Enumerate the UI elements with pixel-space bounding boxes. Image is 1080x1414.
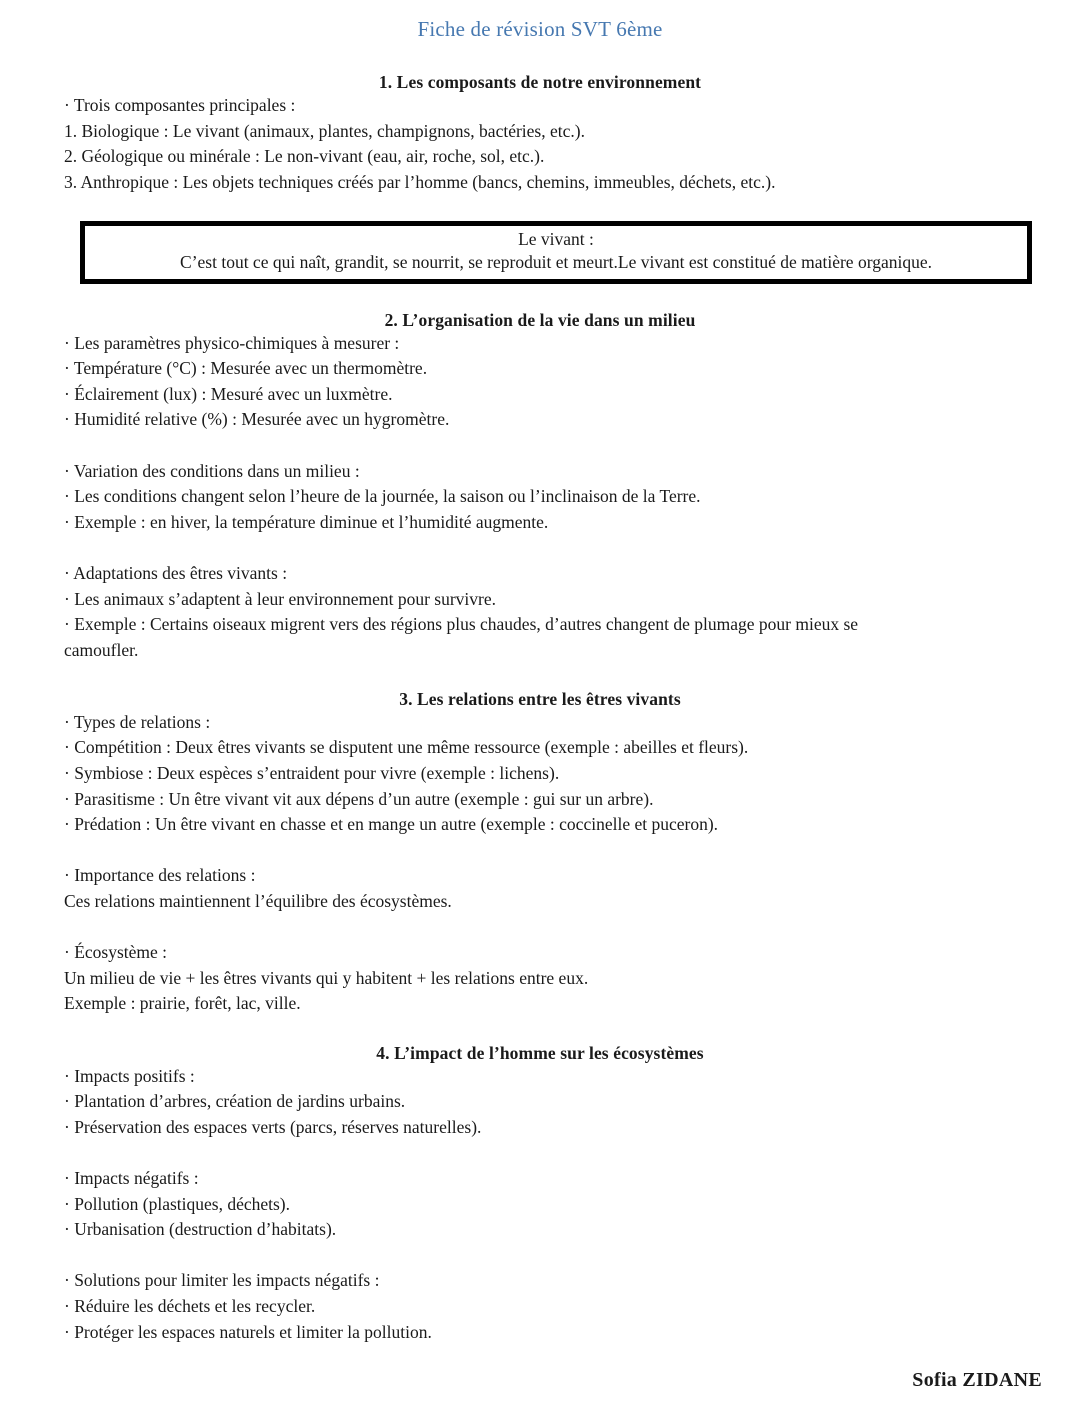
text-line: · Prédation : Un être vivant en chasse et en mange un autre (exemple : coccinelle et puceron).	[64, 814, 719, 835]
author-signature: Sofia ZIDANE	[912, 1369, 1042, 1391]
text-line: · Trois composantes principales :	[64, 95, 296, 115]
definition-box-title: Le vivant :	[518, 228, 594, 249]
spacer	[0, 1017, 1080, 1043]
page-title: Fiche de révision SVT 6ème	[417, 17, 663, 41]
text-line: · Pollution (plastiques, déchets).	[64, 1193, 291, 1214]
section-heading-1: 1. Les composants de notre environnement	[378, 72, 702, 92]
text-line: · Impacts négatifs :	[64, 1167, 199, 1188]
text-line-continuation: camoufler.	[64, 639, 139, 660]
text-line: · Les paramètres physico-chimiques à mesurer :	[64, 332, 400, 353]
text-line: · Plantation d’arbres, création de jardins urbains.	[64, 1091, 406, 1112]
text-line: · Importance des relations :	[64, 865, 256, 886]
text-line: · Protéger les espaces naturels et limiter la pollution.	[64, 1321, 432, 1342]
text-line: Un milieu de vie + les êtres vivants qui y habitent + les relations entre eux.	[64, 967, 589, 988]
text-line: · Solutions pour limiter les impacts négatifs :	[64, 1270, 380, 1291]
document-page	[0, 17, 1080, 1414]
text-line: 2. Géologique ou minérale : Le non-vivant (eau, air, roche, sol, etc.).	[64, 146, 545, 167]
text-line: Ces relations maintiennent l’équilibre des écosystèmes.	[64, 891, 452, 912]
spacer	[0, 195, 1080, 221]
text-line: · Réduire les déchets et les recycler.	[64, 1295, 316, 1316]
spacer	[0, 42, 1080, 72]
text-line: · Adaptations des êtres vivants :	[64, 562, 288, 583]
text-line: Exemple : prairie, forêt, lac, ville.	[64, 993, 301, 1014]
spacer	[0, 284, 1080, 310]
text-line: · Exemple : Certains oiseaux migrent vers des régions plus chaudes, d’autres changent de plumage pour mieux se	[64, 614, 859, 635]
text-line: · Symbiose : Deux espèces s’entraident pour vivre (exemple : lichens).	[64, 763, 560, 784]
section-heading-3: 3. Les relations entre les êtres vivants	[399, 688, 681, 709]
spacer	[0, 433, 1080, 459]
text-line: · Écosystème :	[64, 942, 168, 963]
text-line: 1. Biologique : Le vivant (animaux, plantes, champignons, bactéries, etc.).	[64, 120, 585, 141]
text-line: · Les conditions changent selon l’heure de la journée, la saison ou l’inclinaison de la Terre.	[64, 486, 701, 507]
text-line: · Variation des conditions dans un milieu :	[64, 460, 360, 481]
section-heading-2: 2. L’organisation de la vie dans un milieu	[384, 309, 696, 330]
spacer	[0, 1140, 1080, 1166]
spacer	[0, 535, 1080, 561]
text-line: 3. Anthropique : Les objets techniques créés par l’homme (bancs, chemins, immeubles, déchets, etc.).	[64, 171, 776, 192]
text-line: · Les animaux s’adaptent à leur environnement pour survivre.	[64, 588, 497, 609]
section-heading-4: 4. L’impact de l’homme sur les écosystèmes	[376, 1042, 704, 1063]
text-line: · Éclairement (lux) : Mesuré avec un luxmètre.	[64, 383, 393, 404]
spacer	[0, 838, 1080, 864]
definition-box	[80, 221, 1032, 284]
text-line: · Préservation des espaces verts (parcs, réserves naturelles).	[64, 1116, 482, 1137]
text-line: · Compétition : Deux êtres vivants se disputent une même ressource (exemple : abeilles et fleurs).	[64, 737, 749, 758]
spacer	[0, 663, 1080, 689]
spacer	[0, 915, 1080, 941]
definition-box-body: C’est tout ce qui naît, grandit, se nourrit, se reproduit et meurt.Le vivant est constitué de matière organique.	[180, 251, 932, 272]
text-line: · Types de relations :	[64, 711, 211, 732]
spacer	[0, 1243, 1080, 1269]
text-line: · Humidité relative (%) : Mesurée avec un hygromètre.	[64, 409, 450, 430]
text-line: · Température (°C) : Mesurée avec un thermomètre.	[64, 358, 428, 379]
text-line: · Urbanisation (destruction d’habitats).	[64, 1219, 337, 1240]
text-line: · Exemple : en hiver, la température diminue et l’humidité augmente.	[64, 511, 549, 532]
text-line: · Impacts positifs :	[64, 1065, 195, 1086]
text-line: · Parasitisme : Un être vivant vit aux dépens d’un autre (exemple : gui sur un arbre).	[64, 788, 654, 809]
